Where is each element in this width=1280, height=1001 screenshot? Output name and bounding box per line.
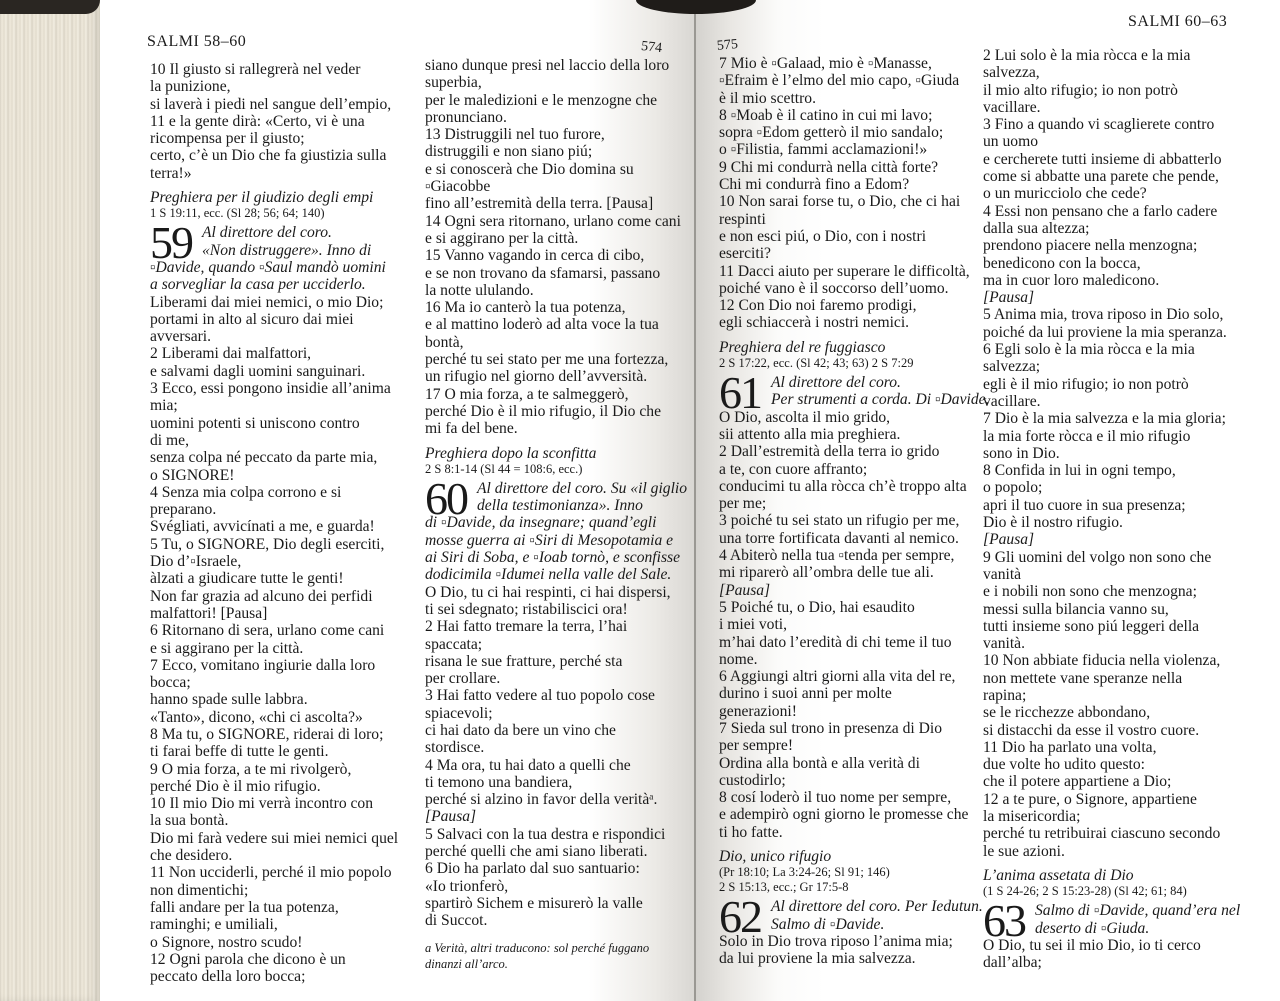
verse-line: perché tu sei stato per me una fortezza, (425, 351, 669, 369)
verse-line: e se non trovano da sfamarsi, passano (425, 264, 661, 282)
verse-line: due volte ho udito questo: (983, 756, 1145, 774)
verse-line: Svégliati, avvicínati a me, e guarda! (150, 518, 375, 536)
verse-line: 3 Ecco, essi pongono insidie all’anima (150, 380, 391, 398)
italic-line: [Pausa] (425, 808, 477, 826)
verse-line: perché Dio è il mio rifugio, il Dio che (425, 402, 662, 420)
verse-line: preparano. (150, 501, 217, 519)
verse-line: di Succot. (425, 912, 488, 930)
page-edges (0, 0, 100, 1001)
verse-line: 15 Vanno vagando in cerca di cibo, (425, 247, 645, 265)
verse-line: 12 a te pure, o Signore, appartiene (983, 790, 1197, 808)
verse-line: distruggili e non siano piú; (425, 143, 593, 161)
psalm-superscription-line: Salmo di ▫Davide. (771, 915, 885, 933)
verse-line: bocca; (150, 674, 191, 692)
verse-line: o ▫Filistia, fammi acclamazioni!» (719, 141, 928, 159)
verse-line: ▫Efraim è l’elmo del mio capo, ▫Giuda (719, 72, 960, 90)
footnote: dinanzi all’arco. (425, 956, 508, 971)
verse-line: O Dio, ascolta il mio grido, (719, 408, 891, 426)
verse-line: a te, con cuore affranto; (719, 460, 868, 478)
verse-line: 4 Essi non pensano che a farlo cadere (983, 202, 1218, 220)
verse-line: dalla sua altezza; (983, 219, 1090, 237)
verse-line: o Signore, nostro scudo! (150, 933, 303, 951)
folio-right: 575 (716, 37, 739, 54)
verse-line: spaccata; (425, 635, 483, 653)
italic-line: di ▫Davide, da insegnare; quand’egli (425, 514, 657, 532)
psalm-superscription-line: «Non distruggere». Inno di (202, 241, 372, 259)
verse-line: o SIGNORE! (150, 466, 235, 484)
verse-line: per me; (719, 495, 767, 513)
verse-line: 11 Dacci aiuto per superare le difficoltà, (719, 262, 970, 280)
verse-line: ti farai beffe di tutte le genti. (150, 743, 329, 761)
verse-line: 2 Lui solo è la mia ròcca e la mia (983, 47, 1191, 64)
verse-line: 3 Hai fatto vedere al tuo popolo cose (425, 687, 655, 705)
verse-line: salvezza; (983, 358, 1041, 376)
verse-line: Dio mi farà vedere sui miei nemici quel (150, 829, 399, 847)
verse-line: o popolo; (983, 479, 1043, 497)
psalm-number: 63 (983, 895, 1025, 947)
verse-line: la punizione, (150, 78, 231, 96)
verse-line: ▫Giacobbe (425, 178, 491, 196)
verse-line: Solo in Dio trova riposo l’anima mia; (719, 932, 953, 950)
verse-line: 4 Senza mia colpa corrono e si (150, 483, 342, 501)
verse-line: vacillare. (983, 98, 1041, 116)
verse-line: 8 ▫Moab è il catino in cui mi lavo; (719, 106, 933, 124)
verse-line: 8 cosí loderò il tuo nome per sempre, (719, 789, 952, 807)
verse-line: 7 Dio è la mia salvezza e la mia gloria; (983, 410, 1226, 428)
verse-line: sii attento alla mia preghiera. (719, 425, 901, 443)
verse-line: o un muricciolo che cede? (983, 185, 1147, 203)
verse-line: 6 Egli solo è la mia ròcca e la mia (983, 341, 1195, 359)
verse-line: senza colpa né peccato da parte mia, (150, 449, 378, 467)
verse-line: m’hai dato l’eredità di chi teme il tuo (719, 633, 952, 651)
verse-line: 10 Il giusto si rallegrerà nel veder (150, 61, 361, 78)
verse-line: 11 Dio ha parlato una volta, (983, 738, 1157, 756)
verse-line: mi riparerò all’ombra delle tue ali. (719, 564, 934, 582)
verse-line: risana le sue fratture, perché sta (425, 652, 623, 670)
verse-line: e al mattino loderò ad alta voce la tua (425, 316, 659, 334)
section-heading: Preghiera dopo la sconfitta (425, 444, 597, 462)
italic-line: ▫Davide, quando ▫Saul mandò uomini (150, 258, 386, 276)
verse-line: Chi mi condurrà fino a Edom? (719, 176, 910, 194)
verse-line: superbia, (425, 74, 482, 92)
verse-line: O Dio, tu sei il mio Dio, io ti cerco (983, 936, 1201, 954)
verse-line: O Dio, tu ci hai respinti, ci hai dispersi, (425, 583, 671, 601)
right-page-column-2 (983, 47, 1273, 971)
psalm-number: 61 (719, 367, 761, 419)
verse-line: la sua bontà. (150, 812, 229, 830)
verse-line: Non far grazia ad alcuno dei perfidi (150, 587, 373, 605)
cross-reference: 1 S 19:11, ecc. (Sl 28; 56; 64; 140) (150, 206, 325, 221)
verse-line: apri il tuo cuore in sua presenza; (983, 496, 1186, 514)
verse-line: ricompensa per il giusto; (150, 130, 305, 148)
verse-line: si laverà i piedi nel sangue dell’empio, (150, 95, 392, 113)
verse-line: per le maledizioni e le menzogne che (425, 91, 658, 109)
book-gutter (694, 0, 696, 1001)
verse-line: da lui proviene la mia salvezza. (719, 950, 916, 968)
verse-line: spiacevoli; (425, 704, 493, 722)
section-heading: Preghiera per il giudizio degli empi (150, 189, 374, 207)
verse-line: è il mio scettro. (719, 89, 817, 107)
verse-line: vacillare. (983, 392, 1041, 410)
verse-line: vanità. (983, 635, 1025, 653)
verse-line: 6 Ritornano di sera, urlano come cani (150, 622, 385, 640)
italic-line: mosse guerra ai ▫Siri di Mesopotamia e (425, 531, 674, 549)
psalm-superscription-line: deserto di ▫Giuda. (1035, 919, 1150, 937)
verse-line: falli andare per la tua potenza, (150, 898, 339, 916)
verse-line: certo, c’è un Dio che fa giustizia sulla (150, 147, 387, 165)
psalm-superscription-line: Al direttore del coro. Per Iedutun. (771, 898, 983, 916)
verse-line: se le ricchezze abbondano, (983, 704, 1151, 722)
section-heading: Preghiera del re fuggiasco (719, 338, 886, 356)
verse-line: spartirò Sichem e misurerò la valle (425, 894, 643, 912)
verse-line: 16 Ma io canterò la tua potenza, (425, 299, 626, 317)
italic-line: [Pausa] (719, 581, 771, 599)
verse-line: «Io trionferò, (425, 877, 509, 895)
italic-line: [Pausa] (983, 531, 1035, 549)
verse-line: 12 Con Dio noi faremo prodigi, (719, 297, 917, 315)
verse-line: e cercherete tutti insieme di abbatterlo (983, 150, 1222, 168)
verse-line: 17 O mia forza, a te salmeggerò, (425, 385, 629, 403)
verse-line: 12 Ogni parola che dicono è un (150, 950, 346, 968)
verse-line: 9 Gli uomini del volgo non sono che (983, 548, 1212, 566)
verse-line: ti ho fatte. (719, 823, 783, 841)
verse-line: che desidero. (150, 847, 233, 865)
verse-line: 2 Liberami dai malfattori, (150, 345, 312, 363)
verse-line: 10 Il mio Dio mi verrà incontro con (150, 795, 374, 813)
verse-line: 10 Non sarai forse tu, o Dio, che ci hai (719, 193, 961, 211)
verse-line: e si aggirano per la città. (150, 639, 304, 657)
verse-line: 7 Mio è ▫Galaad, mio è ▫Manasse, (719, 55, 932, 72)
verse-line: mi fa del bene. (425, 420, 518, 438)
verse-line: avversari. (150, 328, 212, 346)
verse-line: 5 Poiché tu, o Dio, hai esaudito (719, 598, 915, 616)
psalm-number: 60 (425, 472, 467, 524)
verse-line: le sue azioni. (983, 842, 1065, 860)
psalm-superscription-line: della testimonianza». Inno (477, 497, 643, 515)
verse-line: 11 Non ucciderli, perché il mio popolo (150, 864, 392, 882)
verse-line: di me, (150, 431, 189, 449)
verse-line: e adempirò ogni giorno le promesse che (719, 806, 969, 824)
verse-line: e si conoscerà che Dio domina su (425, 160, 634, 178)
verse-line: poiché vano è il soccorso dell’uomo. (719, 279, 949, 297)
cross-reference: 2 S 15:13, ecc.; Gr 17:5-8 (719, 880, 849, 895)
verse-line: i miei voti, (719, 616, 788, 634)
verse-line: e si aggirano per la città. (425, 229, 579, 247)
verse-line: 3 Fino a quando vi scaglierete contro (983, 116, 1215, 134)
verse-line: un uomo (983, 133, 1039, 151)
verse-line: perché quelli che ami siano liberati. (425, 843, 648, 861)
psalm-superscription-line: Al direttore del coro. (771, 374, 901, 392)
verse-line: malfattori! [Pausa] (150, 604, 268, 622)
verse-line: sopra ▫Edom getterò il mio sandalo; (719, 124, 944, 142)
verse-line: peccato della loro bocca; (150, 968, 306, 986)
verse-line: Dio è il nostro rifugio. (983, 514, 1123, 532)
verse-line: salvezza, (983, 64, 1040, 82)
verse-line: perché Dio è il mio rifugio. (150, 777, 321, 795)
verse-line: la notte ululando. (425, 281, 534, 299)
verse-line: tutti insieme sono piú leggeri della (983, 617, 1200, 635)
footnote: a Verità, altri traducono: sol perché fuggano (425, 940, 650, 955)
verse-line: mia; (150, 397, 178, 415)
verse-line: vanità (983, 565, 1022, 583)
verse-line: e i nobili non sono che menzogna; (983, 583, 1197, 601)
cross-reference: (1 S 24-26; 2 S 15:23-28) (Sl 42; 61; 84) (983, 884, 1187, 899)
verse-line: dall’alba; (983, 954, 1042, 972)
verse-line: conducimi tu alla ròcca ch’è troppo alta (719, 477, 967, 495)
verse-line: 11 e la gente dirà: «Certo, vi è una (150, 112, 365, 130)
verse-line: per crollare. (425, 670, 501, 688)
psalm-superscription-line: Per strumenti a corda. Di ▫Davide. (771, 391, 990, 409)
verse-line: che il potere appartiene a Dio; (983, 773, 1172, 791)
left-page-column-1 (150, 61, 420, 985)
verse-line: respinti (719, 210, 766, 228)
verse-line: non mettete vane speranze nella (983, 669, 1183, 687)
verse-line: 5 Tu, o SIGNORE, Dio degli eserciti, (150, 535, 385, 553)
italic-line: dodicimila ▫Idumei nella valle del Sale. (425, 566, 672, 584)
verse-line: sono in Dio. (983, 444, 1060, 462)
right-page-column-1 (719, 55, 990, 968)
verse-line: poiché da lui proviene la mia speranza. (983, 323, 1227, 341)
verse-line: 3 poiché tu sei stato un rifugio per me, (719, 512, 960, 530)
verse-line: 9 Chi mi condurrà nella città forte? (719, 158, 939, 176)
verse-line: durino i suoi anni per molte (719, 685, 892, 703)
verse-line: 8 Confida in lui in ogni tempo, (983, 462, 1176, 480)
verse-line: 8 Ma tu, o SIGNORE, riderai di loro; (150, 725, 384, 743)
verse-line: perché tu retribuirai ciascuno secondo (983, 825, 1221, 843)
cross-reference: 2 S 17:22, ecc. (Sl 42; 43; 63) 2 S 7:29 (719, 356, 914, 371)
cross-reference: 2 S 8:1-14 (Sl 44 = 108:6, ecc.) (425, 461, 583, 476)
verse-line: «Tanto», dicono, «chi ci ascolta?» (150, 708, 363, 726)
verse-line: portami in alto al sicuro dai miei (150, 310, 354, 328)
verse-line: messi sulla bilancia vanno su, (983, 600, 1169, 618)
verse-line: ti sei sdegnato; ristabiliscici ora! (425, 600, 628, 618)
running-head-right: SALMI 60–63 (1128, 13, 1228, 30)
verse-line: come si abbatte una parete che pende, (983, 168, 1219, 186)
left-page-column-2 (425, 57, 688, 972)
psalm-superscription-line: Salmo di ▫Davide, quand’era nel (1035, 902, 1241, 920)
verse-line: pronunciano. (425, 108, 507, 126)
folio-left: 574 (640, 38, 663, 57)
verse-line: 10 Non abbiate fiducia nella violenza, (983, 652, 1221, 670)
verse-line: 2 Dall’estremità della terra io grido (719, 443, 940, 461)
italic-line: [Pausa] (983, 289, 1035, 307)
verse-line: 14 Ogni sera ritornano, urlano come cani (425, 212, 681, 230)
verse-line: generazioni! (719, 702, 797, 720)
verse-line: 4 Ma ora, tu hai dato a quelli che (425, 756, 631, 774)
verse-line: 6 Dio ha parlato dal suo santuario: (425, 860, 640, 878)
verse-line: una torre fortificata davanti al nemico. (719, 529, 959, 547)
verse-line: Dio d’▫Israele, (150, 553, 242, 571)
verse-line: un rifugio nel giorno dell’avversità. (425, 368, 648, 386)
verse-line: uomini potenti si uniscono contro (150, 414, 360, 432)
spacer (425, 930, 685, 940)
verse-line: àlzati a giudicare tutte le genti! (150, 570, 344, 588)
verse-line: eserciti? (719, 245, 771, 263)
verse-line: ma in cuor loro maledicono. (983, 271, 1160, 289)
verse-line: Ordina alla bontà e alla verità di (719, 754, 920, 772)
verse-line: 5 Anima mia, trova riposo in Dio solo, (983, 306, 1224, 324)
verse-line: 7 Sieda sul trono in presenza di Dio (719, 719, 943, 737)
verse-line: prendono piacere nella menzogna; (983, 237, 1198, 255)
section-heading: L’anima assetata di Dio (983, 866, 1134, 884)
italic-line: a sorvegliar la casa per ucciderlo. (150, 276, 366, 294)
verse-line: 13 Distruggili nel tuo furore, (425, 126, 605, 144)
verse-line: il mio alto rifugio; io non potrò (983, 81, 1178, 99)
verse-line: per sempre! (719, 737, 794, 755)
psalm-superscription-line: Al direttore del coro. (202, 224, 332, 242)
italic-line: ai Siri di Soba, e ▫Ioab tornò, e sconfisse (425, 549, 681, 567)
verse-line: 5 Salvaci con la tua destra e rispondici (425, 825, 666, 843)
verse-line: e non esci piú, o Dio, con i nostri (719, 227, 927, 245)
verse-line: siano dunque presi nel laccio della loro (425, 57, 670, 74)
verse-line: raminghi; e umiliali, (150, 916, 278, 934)
verse-line: 4 Abiterò nella tua ▫tenda per sempre, (719, 547, 955, 565)
verse-line: Liberami dai miei nemici, o mio Dio; (150, 293, 384, 311)
verse-line: bontà, (425, 333, 464, 351)
verse-line: 2 Hai fatto tremare la terra, l’hai (425, 618, 628, 636)
verse-line: si distacchi da esse il vostro cuore. (983, 721, 1200, 739)
verse-line: 7 Ecco, vomitano ingiurie dalla loro (150, 656, 376, 674)
verse-line: egli è il mio rifugio; io non potrò (983, 375, 1189, 393)
verse-line: egli schiaccerà i nostri nemici. (719, 314, 910, 332)
psalm-number: 59 (150, 217, 192, 269)
verse-line: non dimentichi; (150, 881, 249, 899)
verse-line: stordisce. (425, 739, 485, 757)
verse-line: ti temono una bandiera, (425, 773, 573, 791)
verse-line: rapina; (983, 686, 1027, 704)
section-heading: Dio, unico rifugio (719, 848, 832, 866)
verse-line: la misericordia; (983, 808, 1081, 826)
psalm-superscription-line: Al direttore del coro. Su «il giglio (477, 479, 688, 497)
psalm-number: 62 (719, 891, 761, 943)
verse-line: la mia forte ròcca e il mio rifugio (983, 427, 1191, 445)
verse-line: fino all’estremità della terra. [Pausa] (425, 195, 654, 213)
verse-line: e salvami dagli uomini sanguinari. (150, 362, 366, 380)
verse-line: benedicono con la bocca, (983, 254, 1141, 272)
verse-line: custodirlo; (719, 771, 786, 789)
running-head-left: SALMI 58–60 (147, 33, 247, 50)
verse-line: perché si alzino in favor della veritàᵃ. (425, 791, 658, 809)
cross-reference: (Pr 18:10; La 3:24-26; Sl 91; 146) (719, 865, 890, 880)
verse-line: hanno spade sulle labbra. (150, 691, 308, 709)
verse-line: nome. (719, 650, 758, 668)
verse-line: 9 O mia forza, a te mi rivolgerò, (150, 760, 352, 778)
verse-line: ci hai dato da bere un vino che (425, 721, 616, 739)
verse-line: 6 Aggiungi altri giorni alla vita del re, (719, 668, 956, 686)
verse-line: terra!» (150, 164, 192, 182)
